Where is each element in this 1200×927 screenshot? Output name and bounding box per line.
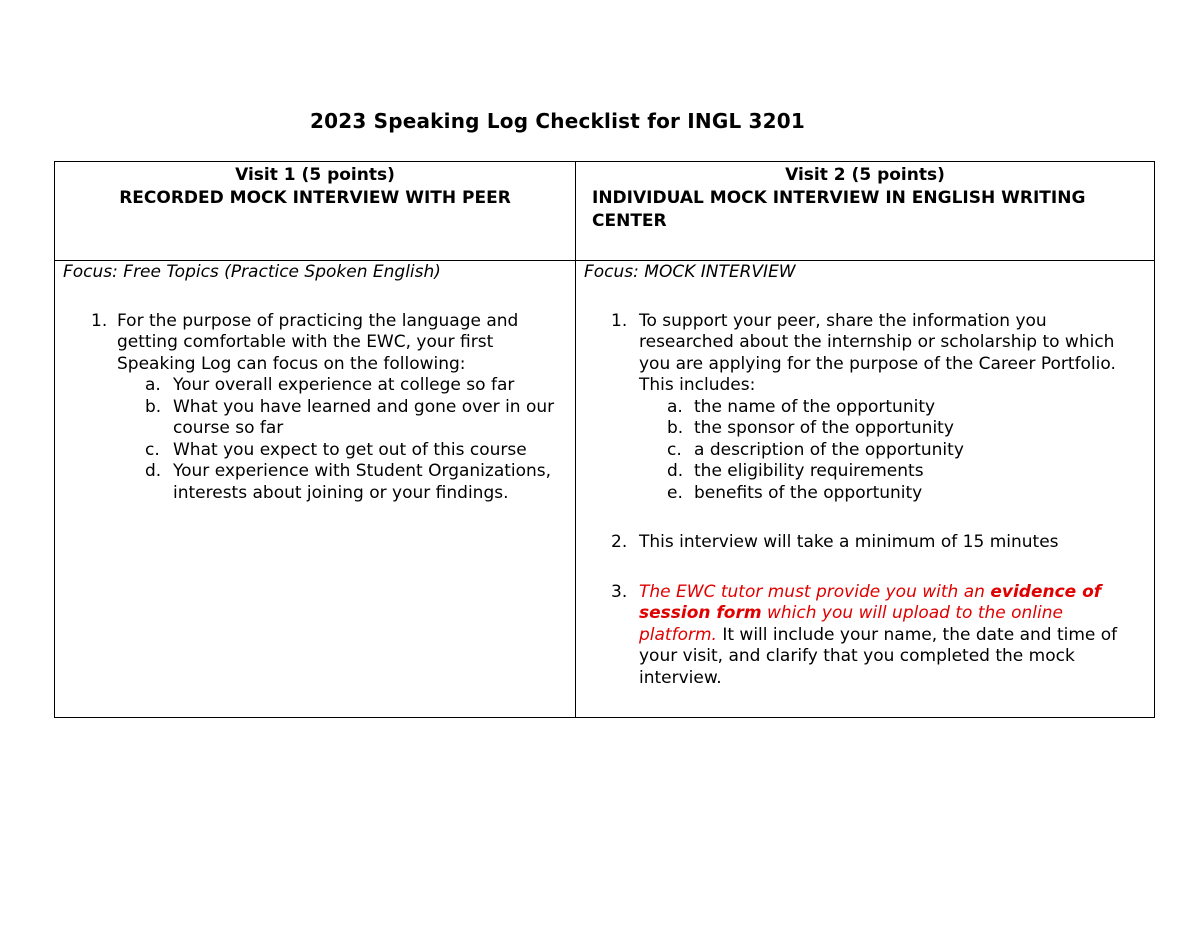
checklist-table (54, 161, 1155, 718)
sub-list-item (639, 418, 1146, 440)
sub-item-text: Your experience with Student Organizations, interests about joining or your findings. (173, 461, 552, 503)
sub-item-letter: b. (667, 418, 684, 438)
visit1-subtitle: RECORDED MOCK INTERVIEW WITH PEER (119, 188, 511, 208)
sub-list-item (117, 461, 567, 504)
sub-item-text: the name of the opportunity (694, 396, 936, 417)
sub-list-item (117, 375, 567, 397)
visit1-header (55, 162, 576, 261)
sub-list-item (639, 461, 1146, 483)
sub-list-item (639, 440, 1146, 462)
visit2-header (576, 162, 1155, 261)
emphasis-text: which you will upload to the online platform. (639, 603, 1063, 645)
sub-item-letter: c. (145, 439, 160, 460)
content-row (55, 261, 1155, 718)
item-number: 1. (611, 310, 628, 331)
sub-item-letter: d. (667, 461, 684, 481)
header-row (55, 162, 1155, 261)
list-spacer (576, 504, 1154, 532)
item-number: 2. (611, 532, 628, 552)
sub-list-item (639, 483, 1146, 505)
sub-item-text: Your overall experience at college so far (173, 375, 515, 395)
visit1-focus: Focus: Free Topics (Practice Spoken English) (63, 262, 441, 282)
sub-item-text: the eligibility requirements (694, 461, 924, 481)
visit2-list (576, 311, 1154, 690)
sub-item-letter: d. (145, 461, 162, 481)
sub-item-letter: c. (667, 439, 682, 460)
sub-item-text: a description of the opportunity (694, 439, 964, 460)
sub-item-letter: a. (145, 375, 161, 395)
sub-item-text: benefits of the opportunity (694, 482, 923, 503)
list-spacer (576, 554, 1154, 582)
sub-item-text: What you have learned and gone over in our course so far (173, 396, 555, 438)
item-number: 3. (611, 581, 628, 602)
visit1-content (55, 261, 576, 718)
item-text: It will include your name, the date and time of your visit, and clarify that you completed the mock interview. (639, 624, 1118, 688)
sub-item-text: the sponsor of the opportunity (694, 418, 954, 438)
sub-item-letter: b. (145, 396, 162, 417)
list-item (576, 532, 1154, 554)
sub-item-letter: a. (667, 396, 683, 417)
emphasis-text: The EWC tutor must provide you with an (639, 581, 991, 602)
visit2-focus: Focus: MOCK INTERVIEW (584, 262, 796, 282)
item-text: To support your peer, share the information you researched about the internship or scholarship to which you are applying for the purpose of the Career Portfolio. This includes: (639, 310, 1116, 395)
list-item (576, 582, 1154, 690)
visit2-sublist (639, 397, 1146, 505)
visit1-sublist (117, 375, 567, 504)
sub-list-item (639, 397, 1146, 419)
visit2-subtitle: INDIVIDUAL MOCK INTERVIEW IN ENGLISH WRITING CENTER (592, 188, 1086, 231)
document-title: 2023 Speaking Log Checklist for INGL 3201 (309, 109, 806, 133)
visit1-title: Visit 1 (5 points) (235, 165, 395, 185)
item-text: This interview will take a minimum of 15 minutes (639, 532, 1059, 552)
visit2-title: Visit 2 (5 points) (785, 165, 945, 185)
sub-item-text: What you expect to get out of this course (173, 439, 527, 460)
list-item (576, 311, 1154, 505)
visit2-content (576, 261, 1155, 718)
item-number: 1. (91, 310, 108, 331)
visit1-list (55, 311, 575, 505)
emphasis-bold-text: evidence of session form (639, 581, 1102, 623)
item-text: For the purpose of practicing the language and getting comfortable with the EWC, your first Speaking Log can focus on the following: (117, 310, 519, 374)
sub-list-item (117, 397, 567, 440)
list-item (55, 311, 575, 505)
sub-item-letter: e. (667, 482, 683, 503)
sub-list-item (117, 440, 567, 462)
